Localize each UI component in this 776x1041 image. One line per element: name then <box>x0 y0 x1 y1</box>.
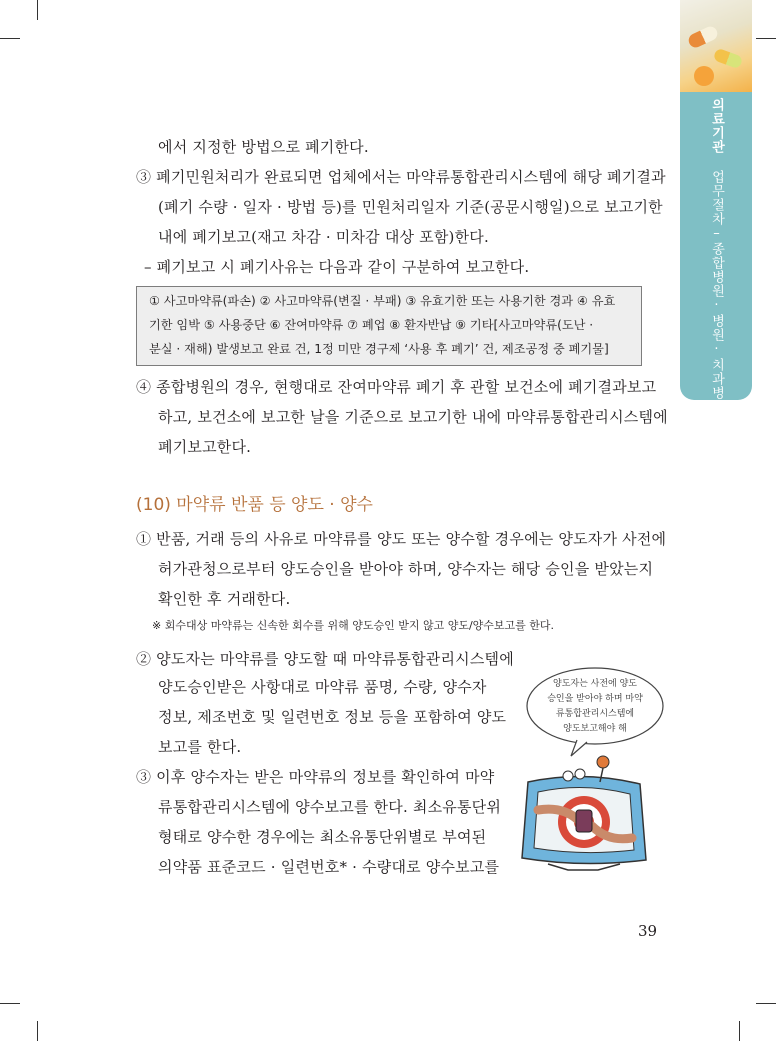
chapter-side-tab <box>637 0 752 400</box>
body-line: 확인한 후 거래한다. <box>158 590 291 608</box>
crop-mark <box>37 1021 38 1041</box>
body-line: 에서 지정한 방법으로 폐기한다. <box>158 138 369 156</box>
section-heading: (10) 마약류 반품 등 양도 · 양수 <box>136 495 373 515</box>
body-line: 하고, 보건소에 보고한 날을 기준으로 보고기한 내에 마약류통합관리시스템에 <box>158 408 668 426</box>
body-line: 허가관청으로부터 양도승인을 받아야 하며, 양수자는 해당 승인을 받았는지 <box>158 560 654 578</box>
list-item-2: ② 양도자는 마약류를 양도할 때 마약류통합관리시스템에 <box>136 650 514 668</box>
speech-bubble <box>525 666 665 748</box>
side-tab-rest: 업무절차–종합병원·병원·치과병원 <box>637 98 724 400</box>
body-line: 형태로 양수한 경우에는 최소유통단위별로 부여된 <box>158 828 487 846</box>
crop-mark <box>37 0 38 20</box>
bubble-line: 양도자는 사전에 양도 <box>553 679 637 689</box>
sub-bullet: – 폐기보고 시 폐기사유는 다음과 같이 구분하여 보고한다. <box>144 258 530 276</box>
crop-mark <box>756 1003 776 1004</box>
body-line: (폐기 수량 · 일자 · 방법 등)를 민원처리일자 기준(공문시행일)으로 보고기한 <box>158 198 663 216</box>
cartoon-monitor-illustration <box>508 752 658 882</box>
list-item-4: ④ 종합병원의 경우, 현행대로 잔여마약류 폐기 후 관할 보건소에 폐기결과보고 <box>136 378 657 396</box>
bubble-line: 류통합관리시스템에 <box>555 709 635 719</box>
body-line: 폐기보고한다. <box>158 438 252 456</box>
crop-mark <box>739 1021 740 1041</box>
bubble-line: 승인을 받아야 하며 마약 <box>547 694 643 704</box>
body-line: 내에 폐기보고(재고 차감 · 미차감 대상 포함)한다. <box>158 228 489 246</box>
crop-mark <box>756 38 776 39</box>
list-item-3: ③ 폐기민원처리가 완료되면 업체에서는 마약류통합관리시스템에 해당 폐기결과 <box>136 168 666 186</box>
list-item-3b: ③ 이후 양수자는 받은 마약류의 정보를 확인하여 마약 <box>136 768 495 786</box>
bubble-line: 양도보고해야 해 <box>563 724 627 734</box>
body-line: 의약품 표준코드 · 일련번호* · 수량대로 양수보고를 <box>158 858 500 876</box>
pills-photo <box>680 0 752 92</box>
page-number: 39 <box>638 922 658 940</box>
body-line: 류통합관리시스템에 양수보고를 한다. 최소유통단위 <box>158 798 502 816</box>
box-line: 분실 · 재해) 발생보고 완료 건, 1정 미만 경구제 ‘사용 후 폐기’ 건, 제조공정 중 폐기물] <box>149 342 609 356</box>
disposal-reason-box <box>136 286 642 366</box>
body-line: 보고를 한다. <box>158 738 242 756</box>
body-line: 양도승인받은 사항대로 마약류 품명, 수량, 양수자 <box>158 678 487 696</box>
chapter-side-tab-label <box>637 98 752 400</box>
crop-mark <box>0 38 20 39</box>
list-item-1: ① 반품, 거래 등의 사유로 마약류를 양도 또는 양수할 경우에는 양도자가 사전에 <box>136 530 667 548</box>
crop-mark <box>0 1003 20 1004</box>
box-line: 기한 임박 ⑤ 사용중단 ⑥ 잔여마약류 ⑦ 폐업 ⑧ 환자반납 ⑨ 기타[사고마약류(도난 · <box>149 318 594 332</box>
body-line: 정보, 제조번호 및 일련번호 정보 등을 포함하여 양도 <box>158 708 507 726</box>
box-line: ① 사고마약류(파손) ② 사고마약류(변질 · 부패) ③ 유효기한 또는 사용기한 경과 ④ 유효 <box>149 294 616 308</box>
side-tab-bold: 의료기관 <box>709 98 724 154</box>
footnote-remark: ※ 회수대상 마약류는 신속한 회수를 위해 양도승인 받지 않고 양도/양수보고를 한다. <box>152 619 555 632</box>
